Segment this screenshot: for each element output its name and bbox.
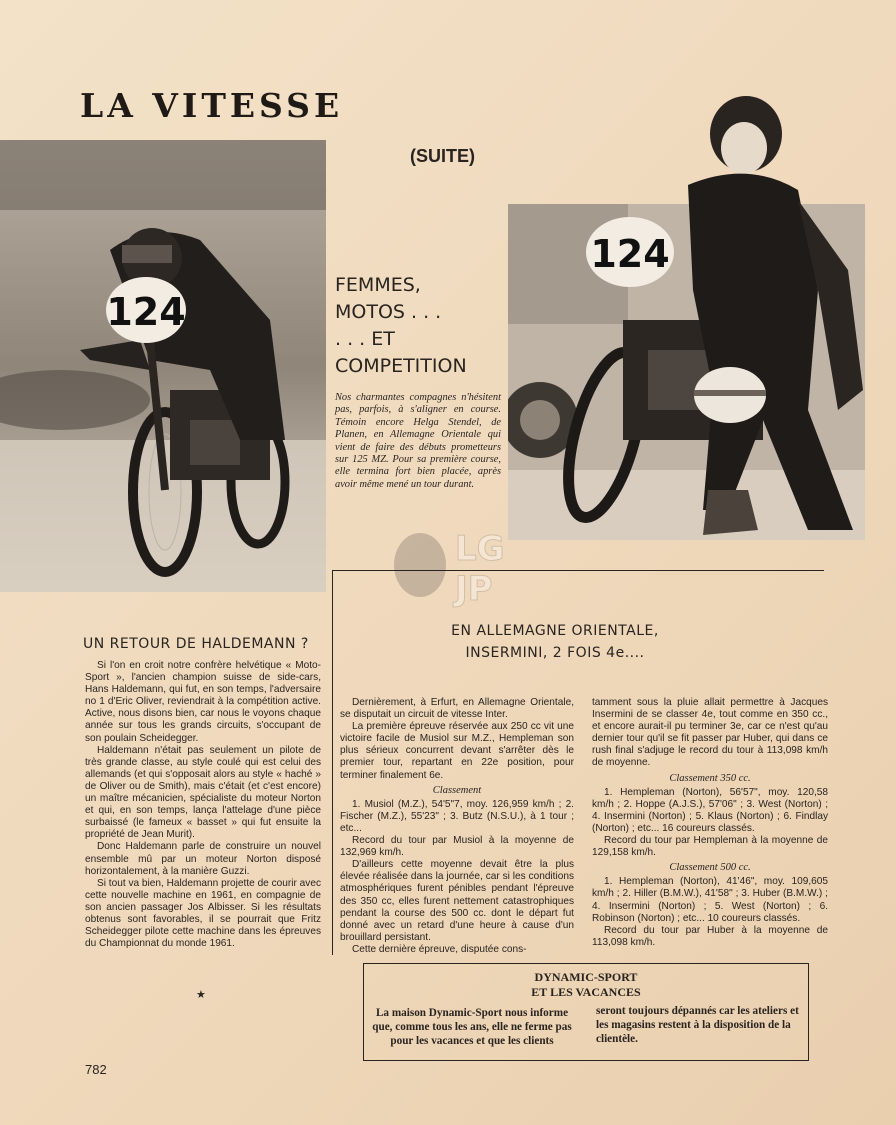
star-ornament: ★ (196, 988, 206, 1001)
col1-paragraph: Cette dernière épreuve, disputée cons- (352, 943, 527, 955)
insermini-column-1 (340, 697, 574, 956)
haldemann-para-1: Si l'on en croit notre confrère helvétique « Moto-Sport », l'ancien champion suisse de side-cars, Hans Haldemann, qui fut, en son temps, l'adversaire no 1 d'Eric Oliver, reviendrait à la compétition active. Active, nous disons bien, car nous le voyons chaque année sur tous les grands circuits, s'occupant de son poulain Scheidegger. (85, 660, 321, 744)
headline-line-4: COMPETITION (335, 355, 467, 377)
insermini-title (360, 620, 750, 664)
svg-text:JP: JP (455, 569, 493, 609)
watermark-logo (380, 515, 520, 610)
insermini-column-2 (592, 697, 828, 949)
headline-line-3: . . . ET (335, 328, 395, 350)
col2-paragraph: tamment sous la pluie allait permettre à Jacques Insermini de se classer 4e, tout comme en 350 cc., et encore aurait-il pu terminer 3e, car ce n'est qu'au dernier tour qu'il se fit passer par Huber, qui dans ce rush final s'adjuge le record du tour à 113,098 km/h de moyenne. (592, 697, 828, 769)
headline-line-1: FEMMES, (335, 274, 421, 296)
col2-subheading: Classement 500 cc. (669, 862, 751, 874)
col2-paragraph: 1. Hempleman (Norton), 56'57", moy. 120,58 km/h ; 2. Hoppe (A.J.S.), 57'06" ; 3. West (Norton) ; 4. Insermini (Norton) ; 5. Klaus (Norton) ; 6. Findlay (Norton) ; etc... 16 coureurs classés. (592, 786, 828, 834)
col1-paragraph: La première épreuve réservée aux 250 cc vit une victoire facile de Musiol sur M.Z., Hempleman son plus sérieux concurrent devant s'arrêter dès le premier tour, repartant en 22e position, pour terminer finalement 6e. (340, 721, 574, 781)
notice-title-line-2: ET LES VACANCES (531, 985, 641, 999)
photo-caption: Nos charmantes compagnes n'hésitent pas, parfois, à s'aligner en course. Témoin encore Helga Stendel, de Planen, en Allemagne Orientale qui vient de faire des débuts prometteurs sur 125 MZ. Pour sa première course, elle termina fort bien placée, après avoir même mené un tour durant. (335, 392, 501, 490)
col1-paragraph: D'ailleurs cette moyenne devait être la plus élevée réalisée dans la journée, car si les conditions atmosphériques furent pénibles pendant l'épreuve des 350 cc, elles furent nettement catastrophiques pendant la course des 500 cc. dont le départ fut donné avec un retard d'une heure à cause d'un brouillard persistant. (340, 859, 574, 943)
rider-photo-left (0, 140, 326, 592)
notice-col-1: La maison Dynamic-Sport nous informe que, comme tous les ans, elle ne ferme pas pour les vacances et que les clients (372, 1007, 572, 1047)
svg-text:LG: LG (455, 529, 505, 569)
col1-paragraph: Dernièrement, à Erfurt, en Allemagne Orientale, se disputait un circuit de vitesse Inter. (340, 697, 574, 721)
col2-subheading: Classement 350 cc. (669, 772, 751, 784)
column-divider (332, 570, 333, 955)
page-subtitle: (SUITE) (410, 146, 475, 166)
haldemann-para-4: Si tout va bien, Haldemann projette de courir avec cette nouvelle machine en 1961, en compagnie de son ancien passager Jos Albisser. Si les résultats obtenus sont favorables, il se pourrait que Fritz Scheidegger pilote cette machine dans les épreuves du Championnat du monde 1961. (85, 877, 321, 950)
insermini-title-line-1: EN ALLEMAGNE ORIENTALE, (451, 623, 659, 639)
haldemann-para-2: Haldemann n'était pas seulement un pilote de très grande classe, au style coulé qui est celui des allemands (et qui s'opposait alors au style « haché » de Oliver ou de Smith), mais c'était (et c'est encore) un maître mécanicien, spécialiste du moteur Norton et qui, en son temps, lança l'attelage d'une pièce surbaissé (le fameux « basset » qui fut ensuite la propriété de Jean Murit). (85, 744, 321, 841)
haldemann-article (85, 660, 321, 950)
insermini-title-line-2: INSERMINI, 2 FOIS 4e.... (465, 645, 645, 661)
col2-paragraph: 1. Hempleman (Norton), 41'46", moy. 109,605 km/h ; 2. Hiller (B.M.W.), 41'58" ; 3. Huber (B.M.W.) ; 4. Insermini (Norton) ; 5. West (Norton) ; 6. Robinson (Norton) ; etc... 10 coureurs classés. (592, 876, 828, 924)
haldemann-title: UN RETOUR DE HALDEMANN ? (83, 636, 309, 652)
notice-title-line-1: DYNAMIC-SPORT (534, 970, 638, 984)
haldemann-para-3: Donc Haldemann parle de construire un nouvel ensemble mû par un moteur Norton disposé horizontalement, à la manière Guzzi. (85, 841, 321, 877)
notice-title (364, 970, 808, 1000)
page-number: 782 (85, 1062, 107, 1077)
section-divider (332, 570, 824, 571)
dynamic-sport-notice (363, 963, 809, 1061)
rider-photo-right (508, 90, 865, 540)
col2-paragraph: Record du tour par Hempleman à la moyenne de 129,158 km/h. (592, 835, 828, 859)
col1-subheading: Classement (432, 784, 482, 796)
headline-line-2: MOTOS . . . (335, 301, 442, 323)
notice-col-2: seront toujours dépannés car les ateliers et les magasins restent à la disposition de la clientèle. (596, 1005, 799, 1045)
col2-paragraph: Record du tour par Huber à la moyenne de 113,098 km/h. (592, 924, 828, 948)
col1-paragraph: Record du tour par Musiol à la moyenne de 132,969 km/h. (340, 835, 574, 859)
number-plate-left: 124 (106, 290, 186, 334)
feature-headline (335, 272, 505, 380)
number-plate-right: 124 (590, 232, 670, 276)
page-title: LA VITESSE (80, 86, 344, 125)
col1-paragraph: 1. Musiol (M.Z.), 54'5"7, moy. 126,959 km/h ; 2. Fischer (M.Z.), 55'23" ; 3. Butz (N.S.U.), à 1 tour ; etc... (340, 798, 574, 834)
